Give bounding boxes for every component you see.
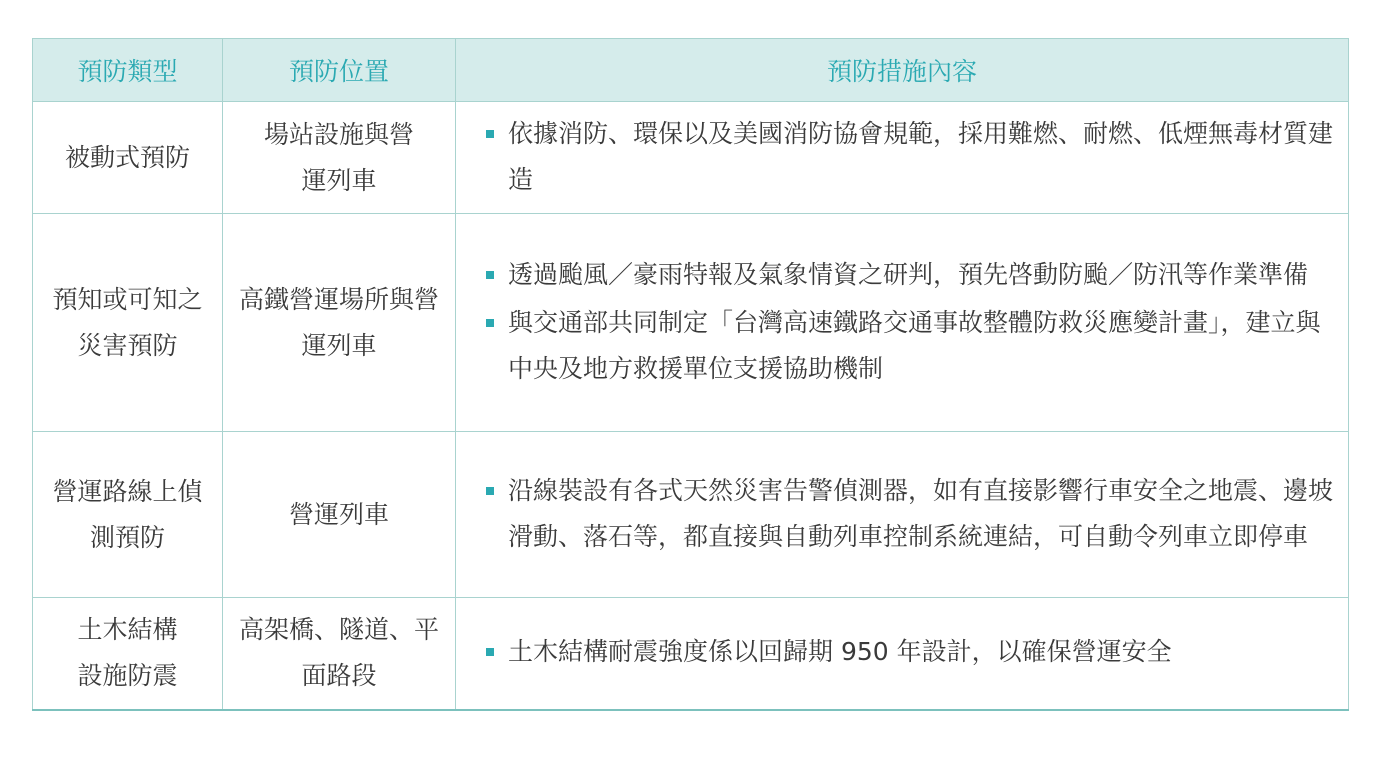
cell-type: 土木結構設施防震 [33, 598, 223, 710]
header-prevention-measures: 預防措施內容 [456, 39, 1349, 102]
square-bullet-icon [486, 648, 494, 656]
table-row [33, 598, 1349, 710]
cell-location: 場站設施與營運列車 [223, 102, 456, 214]
cell-type: 預知或可知之災害預防 [33, 214, 223, 432]
measure-item: 與交通部共同制定「台灣高速鐵路交通事故整體防救災應變計畫」，建立與中央及地方救援單位支援協助機制 [486, 300, 1338, 392]
measure-item: 透過颱風／豪雨特報及氣象情資之研判，預先啓動防颱／防汛等作業準備 [486, 252, 1338, 298]
header-prevention-type: 預防類型 [33, 39, 223, 102]
header-prevention-location: 預防位置 [223, 39, 456, 102]
square-bullet-icon [486, 271, 494, 279]
square-bullet-icon [486, 487, 494, 495]
cell-measures [456, 598, 1349, 710]
prevention-table [32, 38, 1349, 711]
cell-location: 高架橋、隧道、平面路段 [223, 598, 456, 710]
measure-item: 依據消防、環保以及美國消防協會規範，採用難燃、耐燃、低煙無毒材質建造 [486, 111, 1338, 203]
cell-type: 營運路線上偵測預防 [33, 432, 223, 598]
cell-location: 高鐵營運場所與營運列車 [223, 214, 456, 432]
square-bullet-icon [486, 130, 494, 138]
cell-type: 被動式預防 [33, 102, 223, 214]
cell-measures [456, 102, 1349, 214]
cell-measures [456, 214, 1349, 432]
table-row [33, 432, 1349, 598]
cell-measures [456, 432, 1349, 598]
measure-item: 土木結構耐震強度係以回歸期 950 年設計，以確保營運安全 [486, 629, 1338, 675]
square-bullet-icon [486, 319, 494, 327]
table-header-row [33, 39, 1349, 102]
measure-item: 沿線裝設有各式天然災害告警偵測器，如有直接影響行車安全之地震、邊坡滑動、落石等，都直接與自動列車控制系統連結，可自動令列車立即停車 [486, 468, 1338, 560]
table-row [33, 214, 1349, 432]
cell-location: 營運列車 [223, 432, 456, 598]
table-row [33, 102, 1349, 214]
